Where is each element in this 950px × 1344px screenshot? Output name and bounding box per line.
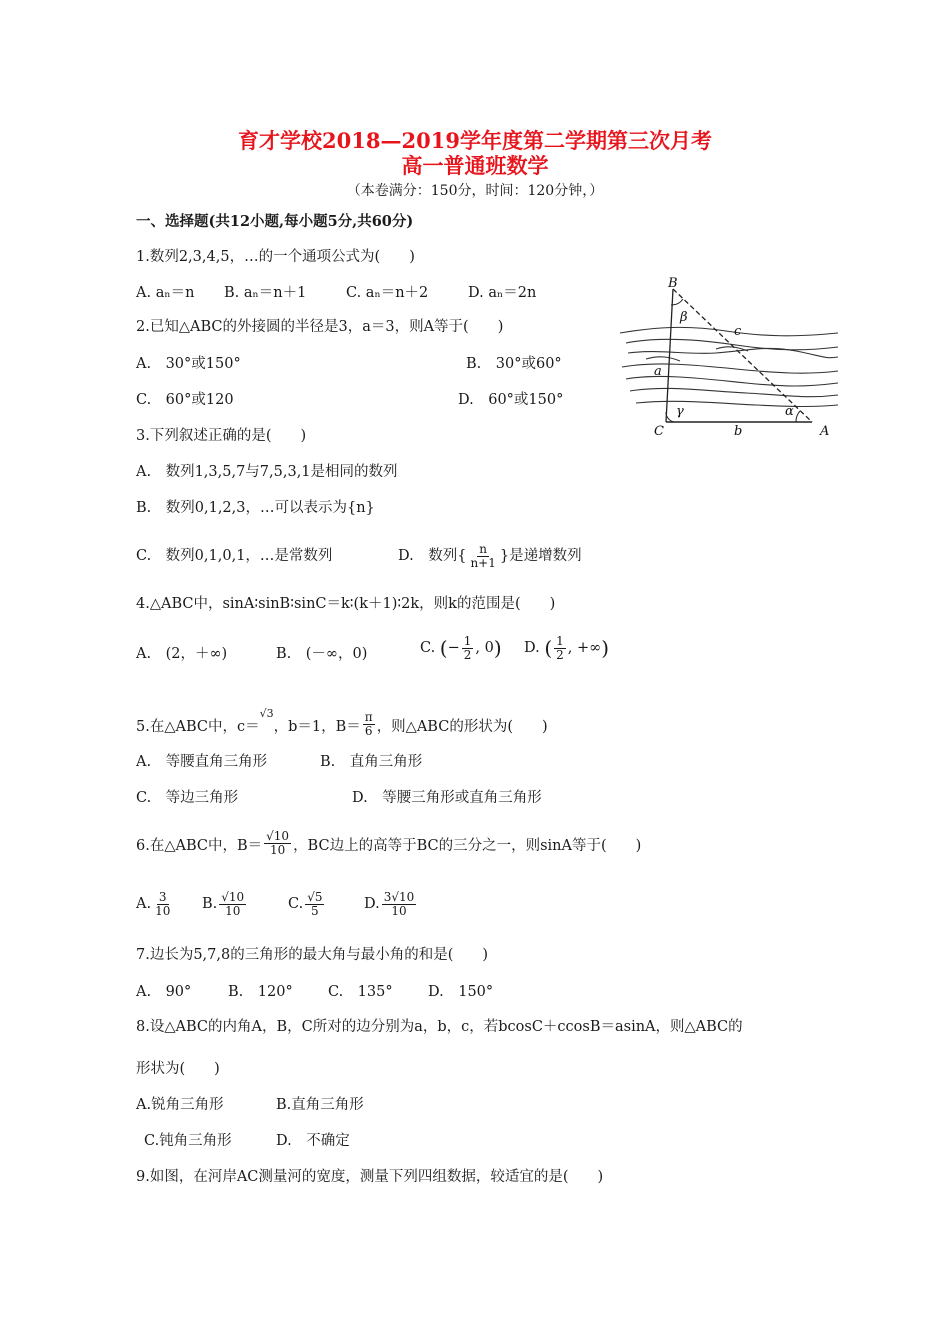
q7-option-a: A. 90° bbox=[136, 984, 192, 1000]
q2-option-a: A. 30°或150° bbox=[136, 356, 241, 372]
segment-bc bbox=[666, 289, 673, 422]
q7-option-b: B. 120° bbox=[228, 984, 293, 1000]
label-alpha: α bbox=[785, 404, 794, 419]
q4-option-b: B. (－∞，0) bbox=[276, 646, 368, 662]
q7-stem: 7.边长为5,7,8的三角形的最大角与最小角的和是( ) bbox=[136, 947, 489, 963]
q7-option-c: C. 135° bbox=[328, 984, 393, 1000]
q8-option-a: A.锐角三角形 bbox=[136, 1097, 224, 1113]
exam-title-line2: 高一普通班数学 bbox=[401, 153, 549, 178]
q3-d-denominator: n+1 bbox=[470, 555, 496, 570]
q5-option-a: A. 等腰直角三角形 bbox=[136, 754, 268, 770]
q1-option-a: A. aₙ＝n bbox=[136, 285, 195, 301]
label-side-a: a bbox=[654, 364, 662, 379]
exam-title-line1: 育才学校2018—2019学年度第二学期第三次月考 bbox=[238, 128, 712, 153]
q8-option-d: D. 不确定 bbox=[276, 1133, 350, 1149]
label-side-b: b bbox=[734, 424, 743, 437]
q4-option-d: D. ( $\frac{1}{2}$ , +∞) bbox=[524, 633, 610, 662]
q5-option-d: D. 等腰三角形或直角三角形 bbox=[352, 790, 542, 806]
q3-option-b: B. 数列0,1,2,3，…可以表示为{n} bbox=[136, 500, 375, 516]
q5-option-b: B. 直角三角形 bbox=[320, 754, 423, 770]
label-a-vertex: A bbox=[820, 424, 830, 437]
q4-option-a: A. (2，＋∞) bbox=[136, 646, 228, 662]
q4-stem: 4.△ABC中，sinA∶sinB∶sinC＝k∶(k＋1)∶2k，则k的范围是( ) bbox=[136, 596, 556, 612]
label-side-c: c bbox=[734, 324, 742, 339]
q1-stem: 1.数列2,3,4,5，…的一个通项公式为( ) bbox=[136, 249, 415, 265]
q6-stem: 6.在△ABC中，B＝ $\frac{√10}{10}$ ，BC边上的高等于BC的三分之一，则sinA等于( ) bbox=[136, 829, 642, 857]
q6-option-d: D. $\frac{3√10}{10}$ bbox=[364, 889, 415, 918]
river-measurement-figure bbox=[616, 275, 840, 437]
q8-option-b: B.直角三角形 bbox=[276, 1097, 364, 1113]
q2-option-d: D. 60°或150° bbox=[458, 392, 564, 408]
q5-stem: 5.在△ABC中，c＝$^{√3}$，b＝1，B＝ $\frac{\pi}{6}$ ，则△ABC的形状为( ) bbox=[136, 707, 548, 738]
q5-option-c: C. 等边三角形 bbox=[136, 790, 239, 806]
exam-subtitle: （本卷满分：150分，时间：120分钟，） bbox=[346, 183, 604, 199]
q1-option-d: D. aₙ＝2n bbox=[468, 285, 537, 301]
q1-option-b: B. aₙ＝n＋1 bbox=[224, 285, 307, 301]
q6-option-c: C. $\frac{√5}{5}$ bbox=[288, 889, 323, 918]
q8-option-c: C.钝角三角形 bbox=[144, 1133, 232, 1149]
q8-stem-line2: 形状为( ) bbox=[136, 1061, 220, 1077]
q2-option-b: B. 30°或60° bbox=[466, 356, 562, 372]
label-c-vertex: C bbox=[654, 424, 664, 437]
q9-stem: 9.如图，在河岸AC测量河的宽度，测量下列四组数据，较适宜的是( ) bbox=[136, 1169, 604, 1185]
q4-option-c: C. (− $\frac{1}{2}$ , 0) bbox=[420, 633, 502, 662]
q6-option-b: B. $\frac{√10}{10}$ bbox=[202, 889, 245, 918]
q3-option-d: D. 数列{ $\frac{n}{n+1}$ }是递增数列 bbox=[398, 541, 582, 570]
q6-option-a: A. $\frac{3}{10}$ bbox=[136, 889, 171, 918]
section-heading: 一、选择题(共12小题,每小题5分,共60分) bbox=[136, 213, 414, 230]
q2-stem: 2.已知△ABC的外接圆的半径是3，a＝3，则A等于( ) bbox=[136, 319, 504, 335]
q1-option-c: C. aₙ＝n＋2 bbox=[346, 285, 429, 301]
q2-option-c: C. 60°或120 bbox=[136, 392, 234, 408]
q3-option-a: A. 数列1,3,5,7与7,5,3,1是相同的数列 bbox=[136, 464, 398, 480]
q3-stem: 3.下列叙述正确的是( ) bbox=[136, 428, 307, 444]
label-beta: β bbox=[680, 310, 688, 325]
label-b-vertex: B bbox=[668, 276, 678, 291]
q7-option-d: D. 150° bbox=[428, 984, 494, 1000]
q3-d-numerator: n bbox=[479, 541, 488, 556]
label-gamma: γ bbox=[676, 404, 684, 419]
q8-stem-line1: 8.设△ABC的内角A，B，C所对的边分别为a，b，c，若bcosC＋ccosB＝asinA，则△ABC的 bbox=[136, 1019, 743, 1035]
q3-option-c: C. 数列0,1,0,1，…是常数列 bbox=[136, 548, 333, 564]
